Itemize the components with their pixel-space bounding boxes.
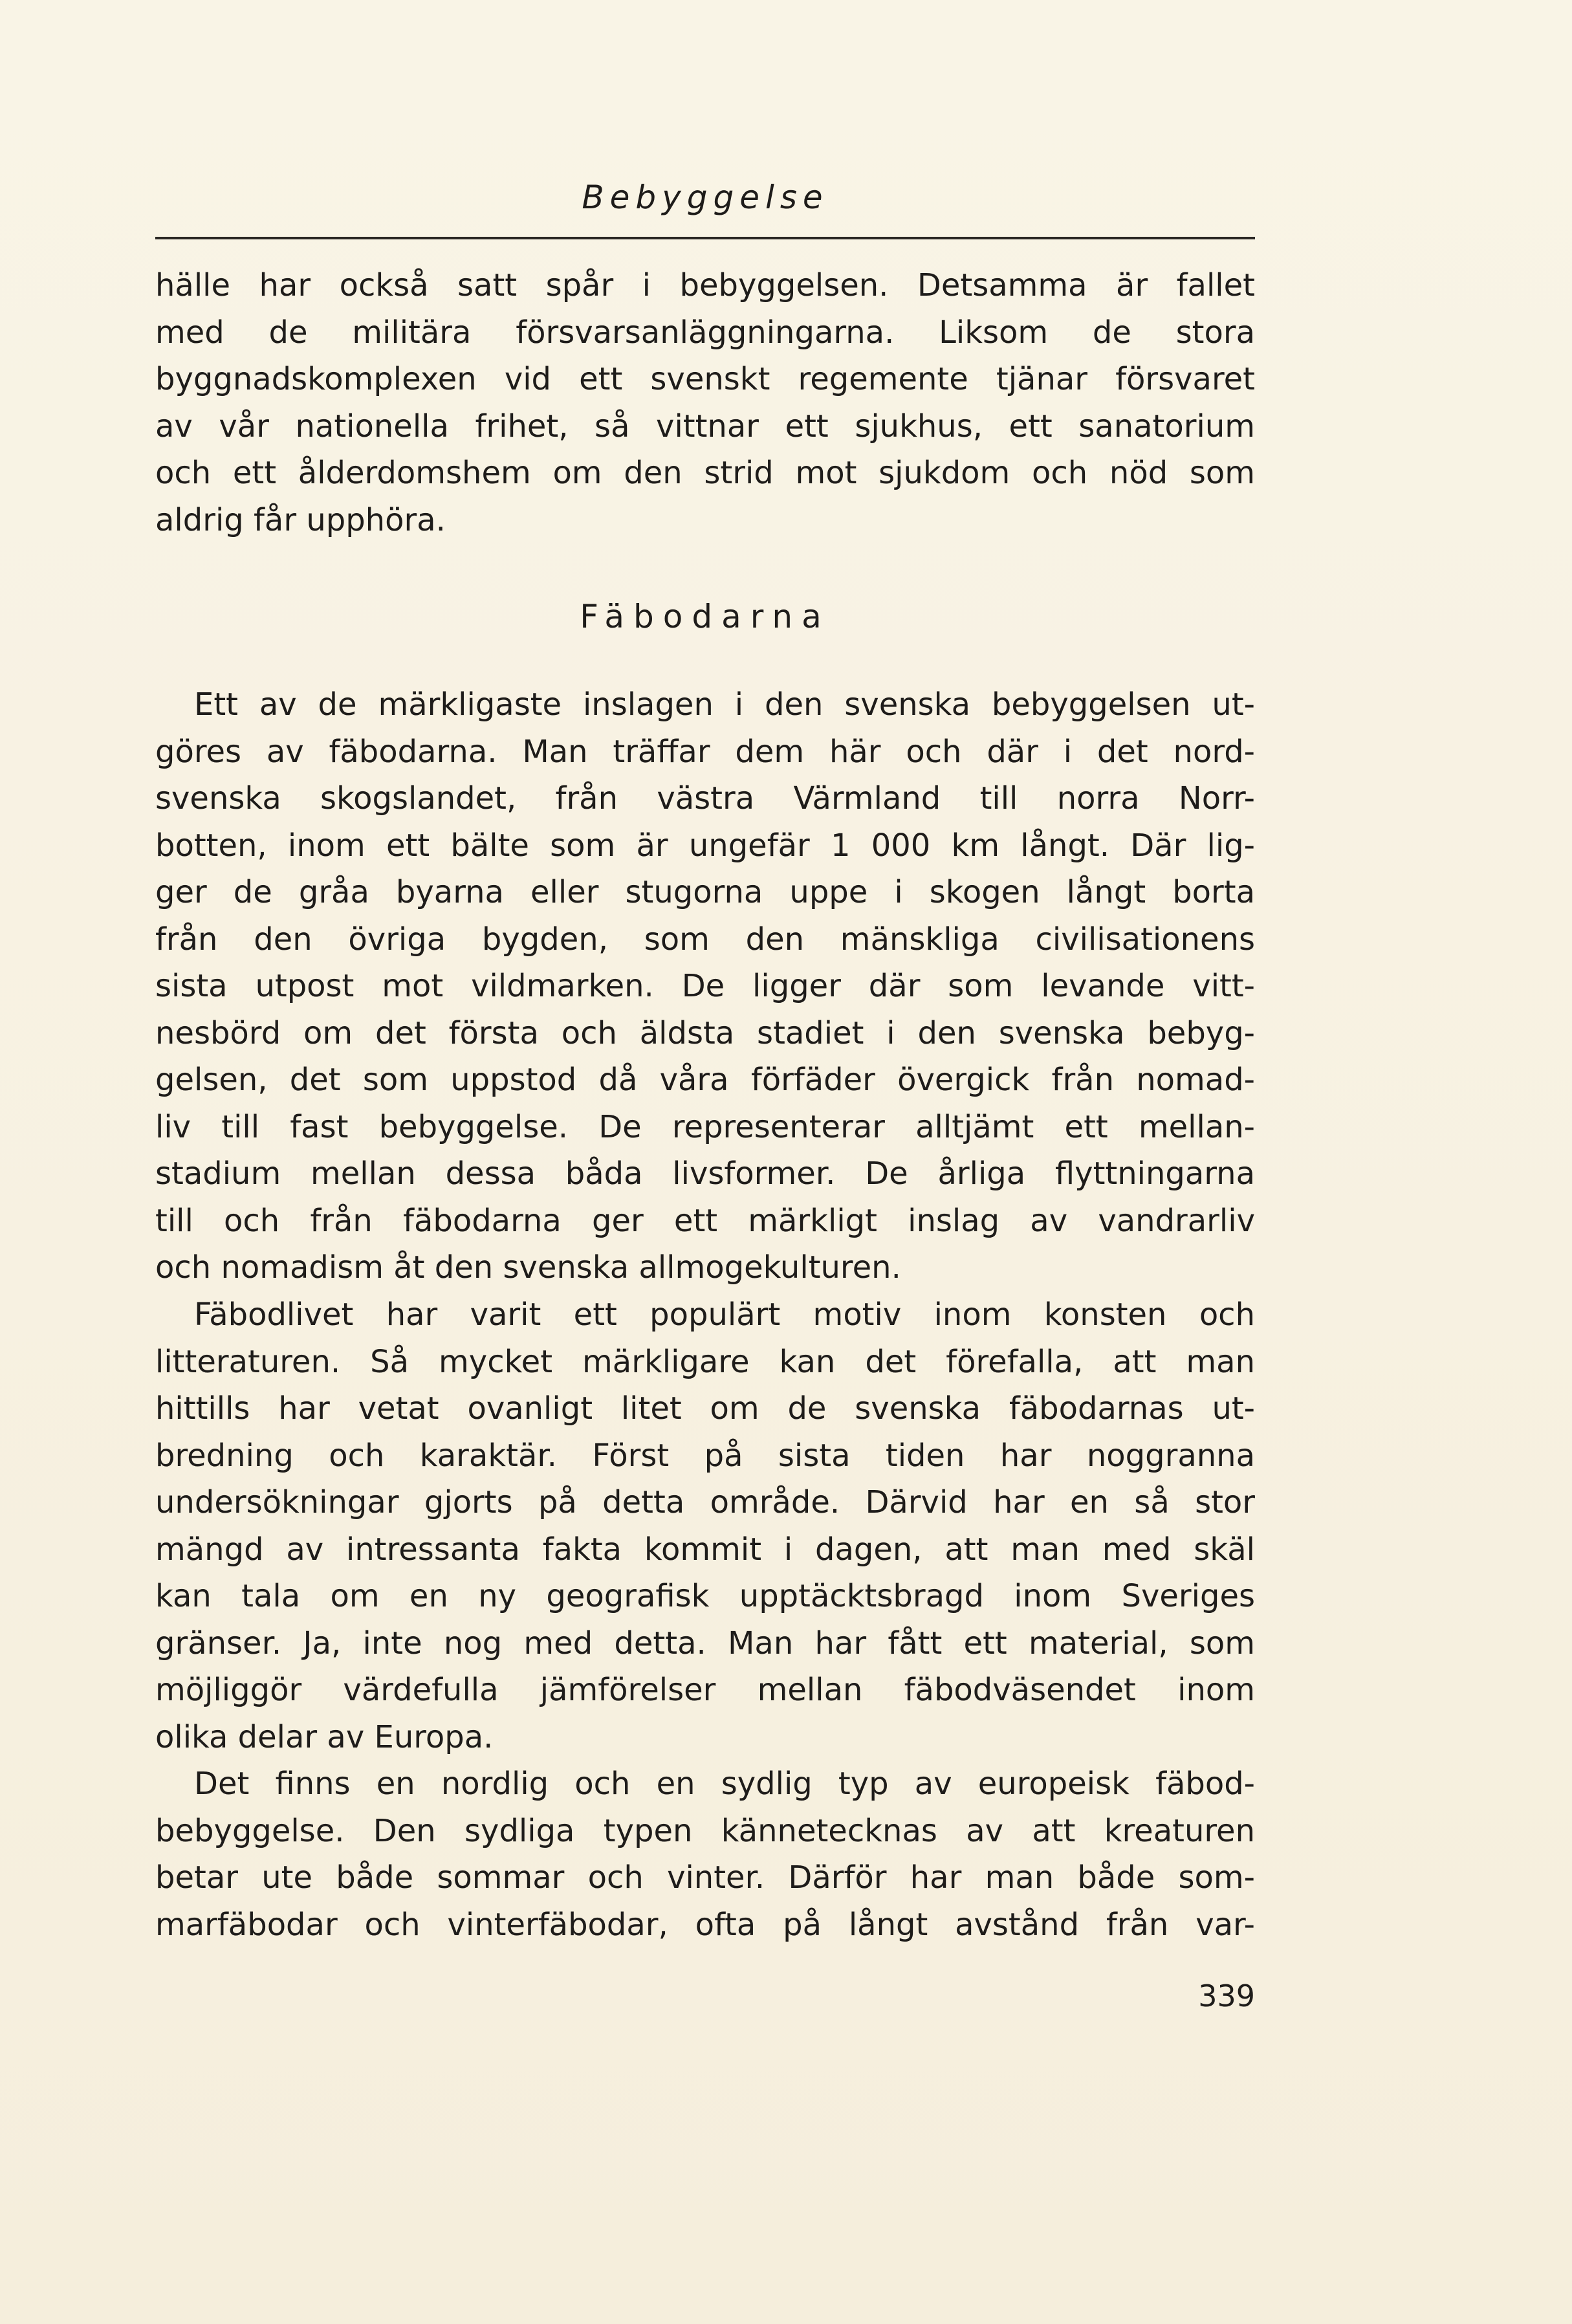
text-line: sista utpost mot vildmarken. De ligger där som levande vitt- — [155, 968, 1255, 1004]
paragraph-1 — [155, 262, 1255, 543]
text-line: Fäbodlivet har varit ett populärt motiv inom konsten och — [194, 1297, 1255, 1333]
text-line: gelsen, det som uppstod då våra förfäder övergick från nomad- — [155, 1062, 1255, 1098]
text-line: Det finns en nordlig och en sydlig typ av europeisk fäbod- — [194, 1766, 1255, 1802]
text-line: från den övriga bygden, som den mänskliga civilisationens — [155, 921, 1255, 958]
text-line: marfäbodar och vinterfäbodar, ofta på långt avstånd från var- — [155, 1906, 1255, 1943]
text-line: nesbörd om det första och äldsta stadiet i den svenska bebyg- — [155, 1014, 1255, 1051]
text-line: bredning och karaktär. Först på sista tiden har noggranna — [155, 1437, 1255, 1474]
text-line: litteraturen. Så mycket märkligare kan det förefalla, att man — [155, 1343, 1255, 1380]
text-line: mängd av intressanta fakta kommit i dagen, att man med skäl — [155, 1531, 1255, 1568]
text-line: Ett av de märkligaste inslagen i den svenska bebyggelsen ut- — [194, 686, 1255, 723]
page-number: 339 — [1198, 1979, 1255, 2013]
text-line: betar ute både sommar och vinter. Därför har man både som- — [155, 1859, 1255, 1896]
paragraph-3 — [155, 1291, 1255, 1760]
paragraph-4 — [155, 1760, 1255, 1948]
text-line: göres av fäbodarna. Man träffar dem här och där i det nord- — [155, 733, 1255, 770]
text-line: liv till fast bebyggelse. De representerar alltjämt ett mellan- — [155, 1108, 1255, 1145]
header-rule — [155, 237, 1255, 239]
paragraph-2 — [155, 681, 1255, 1291]
text-line: botten, inom ett bälte som är ungefär 1 000 km långt. Där lig- — [155, 827, 1255, 864]
text-line: gränser. Ja, inte nog med detta. Man har fått ett material, som — [155, 1625, 1255, 1661]
text-line: hittills har vetat ovanligt litet om de svenska fäbodarnas ut- — [155, 1390, 1255, 1427]
text-line: med de militära försvarsanläggningarna. Liksom de stora — [155, 314, 1255, 351]
text-line: byggnadskomplexen vid ett svenskt regemente tjänar försvaret — [155, 361, 1255, 397]
text-line: hälle har också satt spår i bebyggelsen. Detsamma är fallet — [155, 267, 1255, 303]
text-line: undersökningar gjorts på detta område. Därvid har en så stor — [155, 1484, 1255, 1520]
text-line: av vår nationella frihet, så vittnar ett sjukhus, ett sanatorium — [155, 408, 1255, 444]
text-line: kan tala om en ny geografisk upptäcktsbragd inom Sveriges — [155, 1578, 1255, 1614]
text-line: och nomadism åt den svenska allmogekulturen. — [155, 1249, 901, 1286]
section-heading: Fäbodarna — [580, 598, 831, 635]
text-line: bebyggelse. Den sydliga typen kännetecknas av att kreaturen — [155, 1812, 1255, 1849]
text-line: aldrig får upphöra. — [155, 501, 446, 538]
text-line: ger de gråa byarna eller stugorna uppe i skogen långt borta — [155, 874, 1255, 910]
text-line: till och från fäbodarna ger ett märkligt inslag av vandrarliv — [155, 1202, 1255, 1239]
text-line: möjliggör värdefulla jämförelser mellan fäbodväsendet inom — [155, 1672, 1255, 1708]
text-line: olika delar av Europa. — [155, 1718, 494, 1755]
text-line: och ett ålderdomshem om den strid mot sjukdom och nöd som — [155, 455, 1255, 491]
text-line: svenska skogslandet, från västra Värmland till norra Norr- — [155, 780, 1255, 817]
text-line: stadium mellan dessa båda livsformer. De årliga flyttningarna — [155, 1156, 1255, 1192]
running-head: Bebyggelse — [582, 179, 829, 216]
